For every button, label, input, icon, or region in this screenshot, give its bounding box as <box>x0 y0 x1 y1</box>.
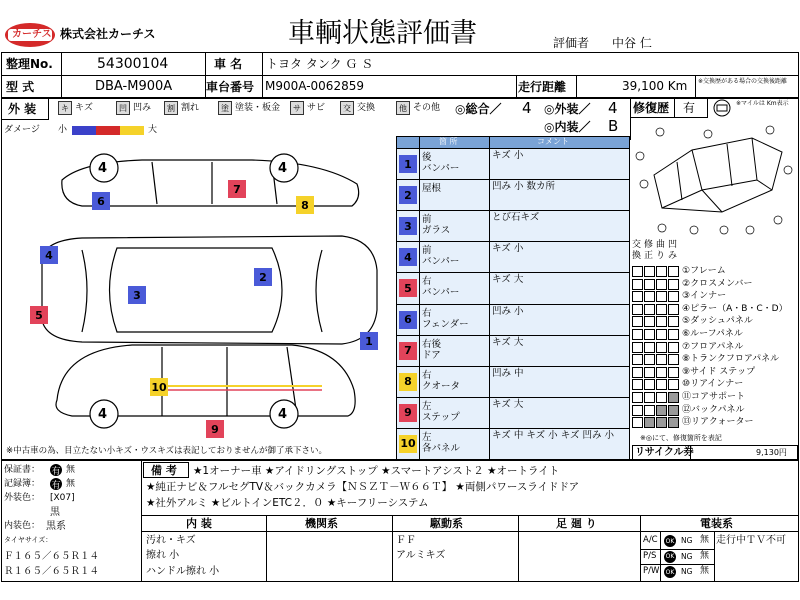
frame-item: ①フレーム <box>682 266 726 276</box>
elec-none: 無 <box>700 535 710 545</box>
frame-item: ⑤ダッシュパネル <box>682 316 753 327</box>
frame-check-cell <box>632 405 643 416</box>
frame-col-head: 交 <box>632 240 642 250</box>
company-logo <box>4 22 56 48</box>
table-row-marker: 8 <box>399 373 417 391</box>
frame-check-cell <box>656 342 667 353</box>
frame-check-cell <box>644 379 655 390</box>
tire-label: タイヤサイズ： <box>4 536 53 544</box>
section-suspension-label: 足 廻 り <box>556 517 597 530</box>
table-row-part: 屋根 <box>422 183 442 195</box>
table-row-comment: キズ 中 キズ 小 キズ 凹み 小 <box>492 429 615 441</box>
elec-row-name: P/S <box>643 550 657 561</box>
table-row-marker: 5 <box>399 279 417 297</box>
table-row-marker: 9 <box>399 404 417 422</box>
recycle-label: リサイクル券 <box>635 447 694 458</box>
record-yes-icon: 有 <box>50 478 62 490</box>
frame-check-cell <box>668 354 679 365</box>
frame-item: ⑦フロアパネル <box>682 341 744 352</box>
elec-ok-icon: OK <box>664 566 676 578</box>
frame-check-cell <box>668 304 679 315</box>
warranty-label: 保証書： <box>4 465 41 475</box>
frame-check-cell <box>656 304 667 315</box>
frame-check-cell <box>644 329 655 340</box>
table-row-marker: 7 <box>399 342 417 360</box>
table-row-part: 前 ガラス <box>422 214 451 237</box>
frame-check-cell <box>656 379 667 390</box>
section-interior-label: 内 装 <box>186 517 212 530</box>
legend-6-icon: 交 <box>340 101 354 115</box>
model: DBA-M900A <box>95 79 173 94</box>
frame-col-head-2: り <box>656 251 666 261</box>
frame-check-cell <box>656 279 667 290</box>
table-row-comment: とび石キズ <box>492 212 540 224</box>
drive-line-1: ＦＦ <box>396 535 416 546</box>
company-name: 株式会社カーチス <box>60 27 156 41</box>
elec-ok-icon: OK <box>664 535 676 547</box>
frame-check-cell <box>644 405 655 416</box>
tire-number-3: 4 <box>98 407 108 422</box>
table-row-part: 右 フェンダー <box>422 307 469 330</box>
tire-rear: Ｒ１６５／６５Ｒ１４ <box>4 566 100 577</box>
frame-col-head-2: 換 <box>632 251 642 261</box>
model-label: 型 式 <box>6 80 35 94</box>
legend-2-icon: 凹 <box>116 101 130 115</box>
frame-check-cell <box>668 279 679 290</box>
legend-4-label: 塗装・板金 <box>235 103 281 113</box>
recycle-value: 9,130円 <box>756 448 787 457</box>
frame-check-cell <box>632 379 643 390</box>
legend-3-label: 割れ <box>181 103 200 113</box>
frame-item: ③インナー <box>682 291 727 302</box>
repair-label: 修復歴 <box>633 101 670 115</box>
frame-col-head-2: み <box>668 251 678 261</box>
frame-check-cell <box>656 367 667 378</box>
table-row-comment: キズ 大 <box>492 398 524 410</box>
frame-check-cell <box>656 392 667 403</box>
frame-check-cell <box>644 291 655 302</box>
table-row-comment: 凹み 小 <box>492 305 524 317</box>
frame-check-cell <box>644 316 655 327</box>
drive-line-2: アルミキズ <box>396 550 446 561</box>
table-row-comment: 凹み 小 数カ所 <box>492 181 556 193</box>
evaluator-label: 評価者 <box>553 36 590 50</box>
repair-value: 有 <box>683 101 696 115</box>
frame-check-cell <box>668 367 679 378</box>
tire-number-4: 4 <box>278 407 288 422</box>
table-row-part: 右 クオータ <box>422 369 461 392</box>
legend-2-label: 凹み <box>133 103 152 113</box>
section-engine-label: 機関系 <box>305 517 338 530</box>
elec-none: 無 <box>700 550 710 561</box>
frame-check-cell <box>644 367 655 378</box>
diagram-marker-6: 6 <box>92 192 110 210</box>
grade-total-label: ◎総合／ <box>455 102 502 116</box>
frame-item: ②クロスメンバー <box>682 278 753 289</box>
chassis: M900A-0062859 <box>265 79 364 93</box>
frame-check-cell <box>632 329 643 340</box>
frame-check-cell <box>656 316 667 327</box>
frame-col-head: 修 <box>644 240 654 250</box>
frame-item: ⑬リアクォーター <box>682 417 754 428</box>
frame-check-cell <box>656 405 667 416</box>
frame-check-cell <box>668 342 679 353</box>
table-row-marker: 4 <box>399 248 417 266</box>
frame-check-cell <box>668 392 679 403</box>
car-name: トヨタ タンク Ｇ Ｓ <box>266 57 374 71</box>
frame-check-cell <box>632 304 643 315</box>
frame-check-cell <box>668 291 679 302</box>
chassis-label: 車台番号 <box>206 80 255 94</box>
frame-col-head-2: 正 <box>644 251 654 261</box>
section-electrical-label: 電装系 <box>700 517 733 530</box>
frame-check-cell <box>656 417 667 428</box>
table-row-marker: 3 <box>399 217 417 235</box>
remarks-line-2: ★純正ナビ＆フルセグTV＆バックカメラ【ＮＳＺＴ－Ｗ６６Ｔ】 ★両側パワースライドドア <box>146 481 580 493</box>
mgmt-no: 54300104 <box>97 56 169 72</box>
frame-check-cell <box>644 342 655 353</box>
damage-small: 小 <box>58 125 68 135</box>
frame-check-cell <box>632 342 643 353</box>
ext-color-label: 外装色： <box>4 493 41 503</box>
int-color-label: 内装色： <box>4 521 41 531</box>
legend-3-icon: 割 <box>164 101 178 115</box>
frame-check-cell <box>656 354 667 365</box>
record-no: 無 <box>66 479 76 489</box>
frame-check-cell <box>632 279 643 290</box>
tire-front: Ｆ１６５／６５Ｒ１４ <box>4 551 100 562</box>
car-name-label: 車 名 <box>214 57 243 71</box>
legend-4-icon: 塗 <box>218 101 232 115</box>
diagram-marker-9: 9 <box>206 420 224 438</box>
frame-item: ⑩リアインナー <box>682 379 744 390</box>
frame-check-cell <box>644 417 655 428</box>
mileage: 39,100 Km <box>622 79 688 93</box>
evaluator-name: 中谷 仁 <box>612 36 652 50</box>
legend-1-label: キズ <box>75 103 93 113</box>
frame-check-cell <box>632 392 643 403</box>
damage-scale-bar <box>72 126 144 135</box>
exterior-label: 外 装 <box>8 102 37 116</box>
legend-1-icon: キ <box>58 101 72 115</box>
diagram-marker-8: 8 <box>296 196 314 214</box>
diagram-marker-7: 7 <box>228 180 246 198</box>
legend-5-label: サビ <box>307 103 326 113</box>
frame-item: ⑧トランクフロアパネル <box>682 354 780 365</box>
repair-note: ※マイルは Km表示 <box>736 100 789 107</box>
frame-item: ⑥ルーフパネル <box>682 329 743 339</box>
table-row-marker: 1 <box>399 155 417 173</box>
warranty-yes-icon: 有 <box>50 464 62 476</box>
logo-text: カーチス <box>12 29 52 40</box>
exterior-note: ※中古車の為、目立たない小キズ・ウスキズは表記しておりませんが御了承下さい。 <box>6 446 328 456</box>
mileage-label: 走行距離 <box>518 80 567 94</box>
interior-line-2: 擦れ 小 <box>146 550 180 561</box>
elec-row-name: A/C <box>643 535 658 545</box>
frame-check-cell <box>644 392 655 403</box>
grade-ext-label: ◎外装／ <box>544 102 591 116</box>
frame-check-cell <box>644 279 655 290</box>
table-row-comment: キズ 大 <box>492 336 524 348</box>
frame-item: ⑪コアサポート <box>682 392 746 402</box>
frame-check-cell <box>668 417 679 428</box>
frame-check-cell <box>656 266 667 277</box>
table-row-comment: キズ 小 <box>492 150 524 161</box>
grade-ext: 4 <box>608 99 618 117</box>
damage-table-header-comment: コメント <box>537 137 569 146</box>
doc-title: 車輌状態評価書 <box>288 18 477 49</box>
legend-5-icon: サ <box>290 101 304 115</box>
car-diagram <box>22 140 394 440</box>
damage-table-header-part: 箇 所 <box>439 137 458 146</box>
section-drive-label: 駆動系 <box>430 517 463 530</box>
frame-item: ④ピラー（A・B・C・D） <box>682 303 788 314</box>
frame-col-head: 曲 <box>656 240 666 250</box>
damage-large: 大 <box>148 125 158 135</box>
damage-label: ダメージ <box>4 125 40 135</box>
table-row-part: 右 バンパー <box>422 276 460 299</box>
legend-7-icon: 他 <box>396 101 410 115</box>
frame-check-cell <box>644 266 655 277</box>
frame-check-cell <box>644 304 655 315</box>
interior-line-3: ハンドル擦れ 小 <box>146 566 220 577</box>
legend-7-label: その他 <box>413 103 441 113</box>
remarks-line-3: ★社外アルミ ★ビルトインETC２．０ ★キーフリーシステム <box>146 497 429 509</box>
grade-int-label: ◎内装／ <box>544 120 591 134</box>
diagram-marker-1: 1 <box>360 332 378 350</box>
remarks-label: 備 考 <box>151 464 177 477</box>
frame-check-cell <box>668 266 679 277</box>
frame-check-cell <box>668 379 679 390</box>
mileage-note: ※交換歴がある場合の交換後距離 <box>698 78 788 85</box>
diagram-marker-4: 4 <box>40 246 58 264</box>
elec-ok-icon: OK <box>664 551 676 563</box>
remarks-line-1: ★1オーナー車 ★アイドリングストップ ★スマートアシスト２ ★オートライト <box>193 465 560 477</box>
frame-diagram <box>632 120 798 238</box>
frame-check-header <box>632 240 692 264</box>
frame-check-cell <box>656 291 667 302</box>
frame-check-cell <box>656 329 667 340</box>
frame-check-cell <box>632 316 643 327</box>
table-row-part: 前 バンパー <box>422 245 460 268</box>
elec-none: 無 <box>700 566 710 576</box>
elec-ng: NG <box>681 536 693 545</box>
diagram-marker-10: 10 <box>150 378 168 396</box>
table-row-marker: 6 <box>399 311 417 329</box>
frame-check-cell <box>632 266 643 277</box>
legend-6-label: 交換 <box>357 103 376 113</box>
table-row-part: 後 バンパー <box>422 152 460 174</box>
frame-check-cell <box>632 354 643 365</box>
diagram-marker-5: 5 <box>30 306 48 324</box>
diagram-marker-3: 3 <box>128 286 146 304</box>
table-row-part: 左 各パネル <box>422 431 461 454</box>
interior-line-1: 汚れ・キズ <box>146 535 196 546</box>
table-row-part: 左 ステップ <box>422 400 460 423</box>
table-row-comment: 凹み 中 <box>492 367 524 379</box>
int-color: 黒系 <box>46 521 66 532</box>
electrical-note: 走行中ＴＶ不可 <box>716 535 786 546</box>
table-row-comment: キズ 小 <box>492 243 524 255</box>
frame-check-cell <box>632 417 643 428</box>
table-row-marker: 2 <box>399 186 417 204</box>
frame-check-cell <box>668 329 679 340</box>
table-row-marker: 10 <box>399 435 417 453</box>
frame-check-cell <box>668 405 679 416</box>
diagram-marker-2: 2 <box>254 268 272 286</box>
record-label: 記録簿： <box>4 479 41 489</box>
mgmt-no-label: 整理No. <box>6 57 53 71</box>
frame-note: ※◎にて、修復箇所を表記 <box>640 434 722 442</box>
elec-ng: NG <box>681 567 693 576</box>
car-outline-icon <box>711 99 733 117</box>
frame-col-head: 凹 <box>668 240 678 250</box>
frame-check-cell <box>632 367 643 378</box>
tire-number-1: 4 <box>98 161 108 176</box>
grade-total: 4 <box>522 99 532 117</box>
grade-int: B <box>608 117 619 135</box>
warranty-no: 無 <box>66 465 76 475</box>
ext-color: 黒 <box>50 507 60 518</box>
frame-check-cell <box>644 354 655 365</box>
damage-table <box>396 136 630 460</box>
frame-item: ⑫バックパネル <box>682 404 745 415</box>
elec-row-name: P/W <box>643 566 660 576</box>
table-row-comment: キズ 大 <box>492 274 524 286</box>
frame-item: ⑨サイド ステップ <box>682 366 756 377</box>
frame-check-cell <box>668 316 679 327</box>
frame-check-cell <box>632 291 643 302</box>
table-row-part: 右後 ドア <box>422 338 442 361</box>
elec-ng: NG <box>681 551 693 561</box>
tire-number-2: 4 <box>278 161 288 176</box>
ext-color-code: [X07] <box>50 493 75 503</box>
